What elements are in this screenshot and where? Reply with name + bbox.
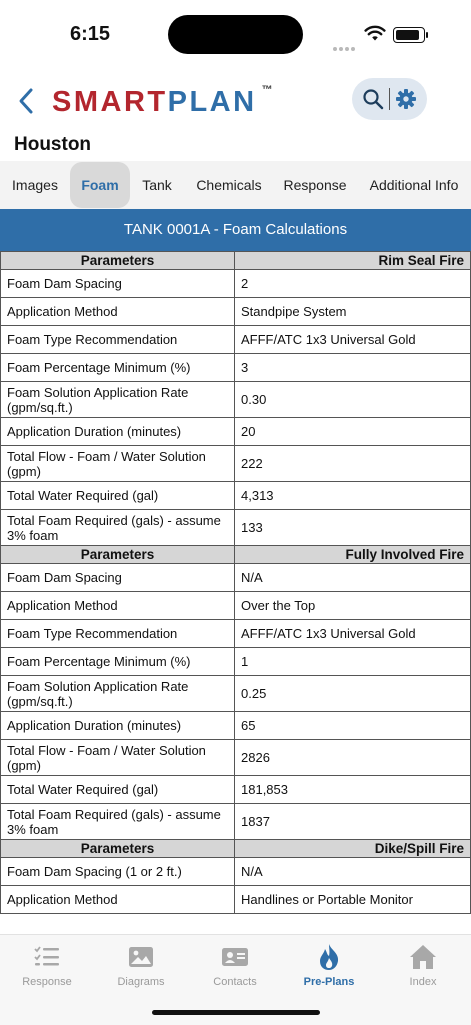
param-value: 222 (235, 446, 471, 482)
home-icon (376, 943, 470, 971)
nav-label: Response (22, 976, 72, 988)
param-value: 133 (235, 510, 471, 546)
battery-icon (393, 27, 425, 43)
flame-icon (282, 943, 376, 971)
nav-label: Diagrams (117, 976, 165, 988)
param-label: Application Method (1, 592, 235, 620)
tab-tank[interactable]: Tank (142, 177, 172, 193)
smartplan-logo: SMARTPLAN ™ (52, 84, 273, 118)
table-row (1, 270, 471, 298)
table-row (1, 620, 471, 648)
table-row (1, 326, 471, 354)
nav-label: Contacts (213, 976, 257, 988)
param-value: 0.30 (235, 382, 471, 418)
param-label: Total Water Required (gal) (1, 482, 235, 510)
wifi-icon (364, 25, 386, 42)
table-row (1, 858, 471, 886)
param-value: 2 (235, 270, 471, 298)
param-label: Total Flow - Foam / Water Solution (gpm) (1, 740, 235, 776)
status-bar (0, 0, 471, 70)
table-row (1, 886, 471, 914)
param-value: 2826 (235, 740, 471, 776)
param-label: Application Duration (minutes) (1, 418, 235, 446)
header-parameters: Parameters (1, 252, 235, 270)
table-row (1, 776, 471, 804)
header-scenario: Fully Involved Fire (235, 546, 471, 564)
param-value: Handlines or Portable Monitor (235, 886, 471, 914)
param-value: N/A (235, 858, 471, 886)
gear-icon[interactable] (395, 88, 417, 110)
param-value: 4,313 (235, 482, 471, 510)
status-time: 6:15 (70, 23, 111, 45)
param-label: Total Flow - Foam / Water Solution (gpm) (1, 446, 235, 482)
dynamic-island (168, 15, 303, 54)
param-value: 181,853 (235, 776, 471, 804)
table-row (1, 446, 471, 482)
param-value: 20 (235, 418, 471, 446)
param-label: Application Method (1, 886, 235, 914)
tab-foam[interactable]: Foam (70, 162, 130, 208)
header-divider (389, 88, 390, 110)
table-row (1, 592, 471, 620)
table-row (1, 354, 471, 382)
header-scenario: Rim Seal Fire (235, 252, 471, 270)
table-row (1, 564, 471, 592)
param-value: 1837 (235, 804, 471, 840)
tab-response[interactable]: Response (283, 177, 347, 193)
checklist-icon (0, 943, 94, 971)
home-indicator (152, 1010, 320, 1015)
table-header-row (1, 252, 471, 270)
nav-label: Index (409, 976, 437, 988)
param-label: Application Method (1, 298, 235, 326)
param-label: Foam Percentage Minimum (%) (1, 648, 235, 676)
table-row (1, 712, 471, 740)
param-label: Foam Dam Spacing (1, 564, 235, 592)
header-parameters: Parameters (1, 840, 235, 858)
param-label: Total Foam Required (gals) - assume 3% foam (1, 804, 235, 840)
cellular-signal-icon (333, 38, 357, 56)
tab-additional-info[interactable]: Additional Info (369, 177, 459, 193)
back-chevron-icon[interactable] (14, 84, 40, 118)
table-row (1, 510, 471, 546)
image-icon (94, 943, 188, 971)
tab-images[interactable]: Images (12, 177, 58, 193)
page-title: Houston (14, 134, 92, 155)
param-label: Foam Solution Application Rate (gpm/sq.ft.) (1, 382, 235, 418)
param-value: AFFF/ATC 1x3 Universal Gold (235, 620, 471, 648)
tab-chemicals[interactable]: Chemicals (196, 177, 262, 193)
param-value: AFFF/ATC 1x3 Universal Gold (235, 326, 471, 354)
table-row (1, 382, 471, 418)
param-label: Foam Dam Spacing (1 or 2 ft.) (1, 858, 235, 886)
param-label: Foam Dam Spacing (1, 270, 235, 298)
tab-bar (0, 161, 471, 209)
param-label: Application Duration (minutes) (1, 712, 235, 740)
search-icon[interactable] (362, 88, 384, 110)
param-label: Foam Type Recommendation (1, 620, 235, 648)
param-value: N/A (235, 564, 471, 592)
table-row (1, 418, 471, 446)
param-label: Total Water Required (gal) (1, 776, 235, 804)
param-label: Foam Type Recommendation (1, 326, 235, 354)
table-row (1, 740, 471, 776)
nav-pre-plans[interactable] (282, 943, 376, 988)
param-value: 1 (235, 648, 471, 676)
nav-index[interactable] (376, 943, 470, 988)
section-banner: TANK 0001A - Foam Calculations (0, 209, 471, 251)
table-row (1, 298, 471, 326)
table-row (1, 648, 471, 676)
contact-card-icon (188, 943, 282, 971)
table-header-row (1, 840, 471, 858)
foam-calculations-table (0, 251, 471, 934)
param-value: Over the Top (235, 592, 471, 620)
param-label: Foam Solution Application Rate (gpm/sq.ft.) (1, 676, 235, 712)
param-value: 3 (235, 354, 471, 382)
param-label: Foam Percentage Minimum (%) (1, 354, 235, 382)
param-label: Total Foam Required (gals) - assume 3% foam (1, 510, 235, 546)
nav-response[interactable] (0, 943, 94, 988)
table-row (1, 676, 471, 712)
param-value: 65 (235, 712, 471, 740)
header-scenario: Dike/Spill Fire (235, 840, 471, 858)
header-parameters: Parameters (1, 546, 235, 564)
header-actions (352, 78, 427, 120)
table-header-row (1, 546, 471, 564)
table-row (1, 804, 471, 840)
param-value: 0.25 (235, 676, 471, 712)
param-value: Standpipe System (235, 298, 471, 326)
nav-contacts[interactable] (188, 943, 282, 988)
table-row (1, 482, 471, 510)
nav-diagrams[interactable] (94, 943, 188, 988)
nav-label: Pre-Plans (303, 976, 355, 988)
